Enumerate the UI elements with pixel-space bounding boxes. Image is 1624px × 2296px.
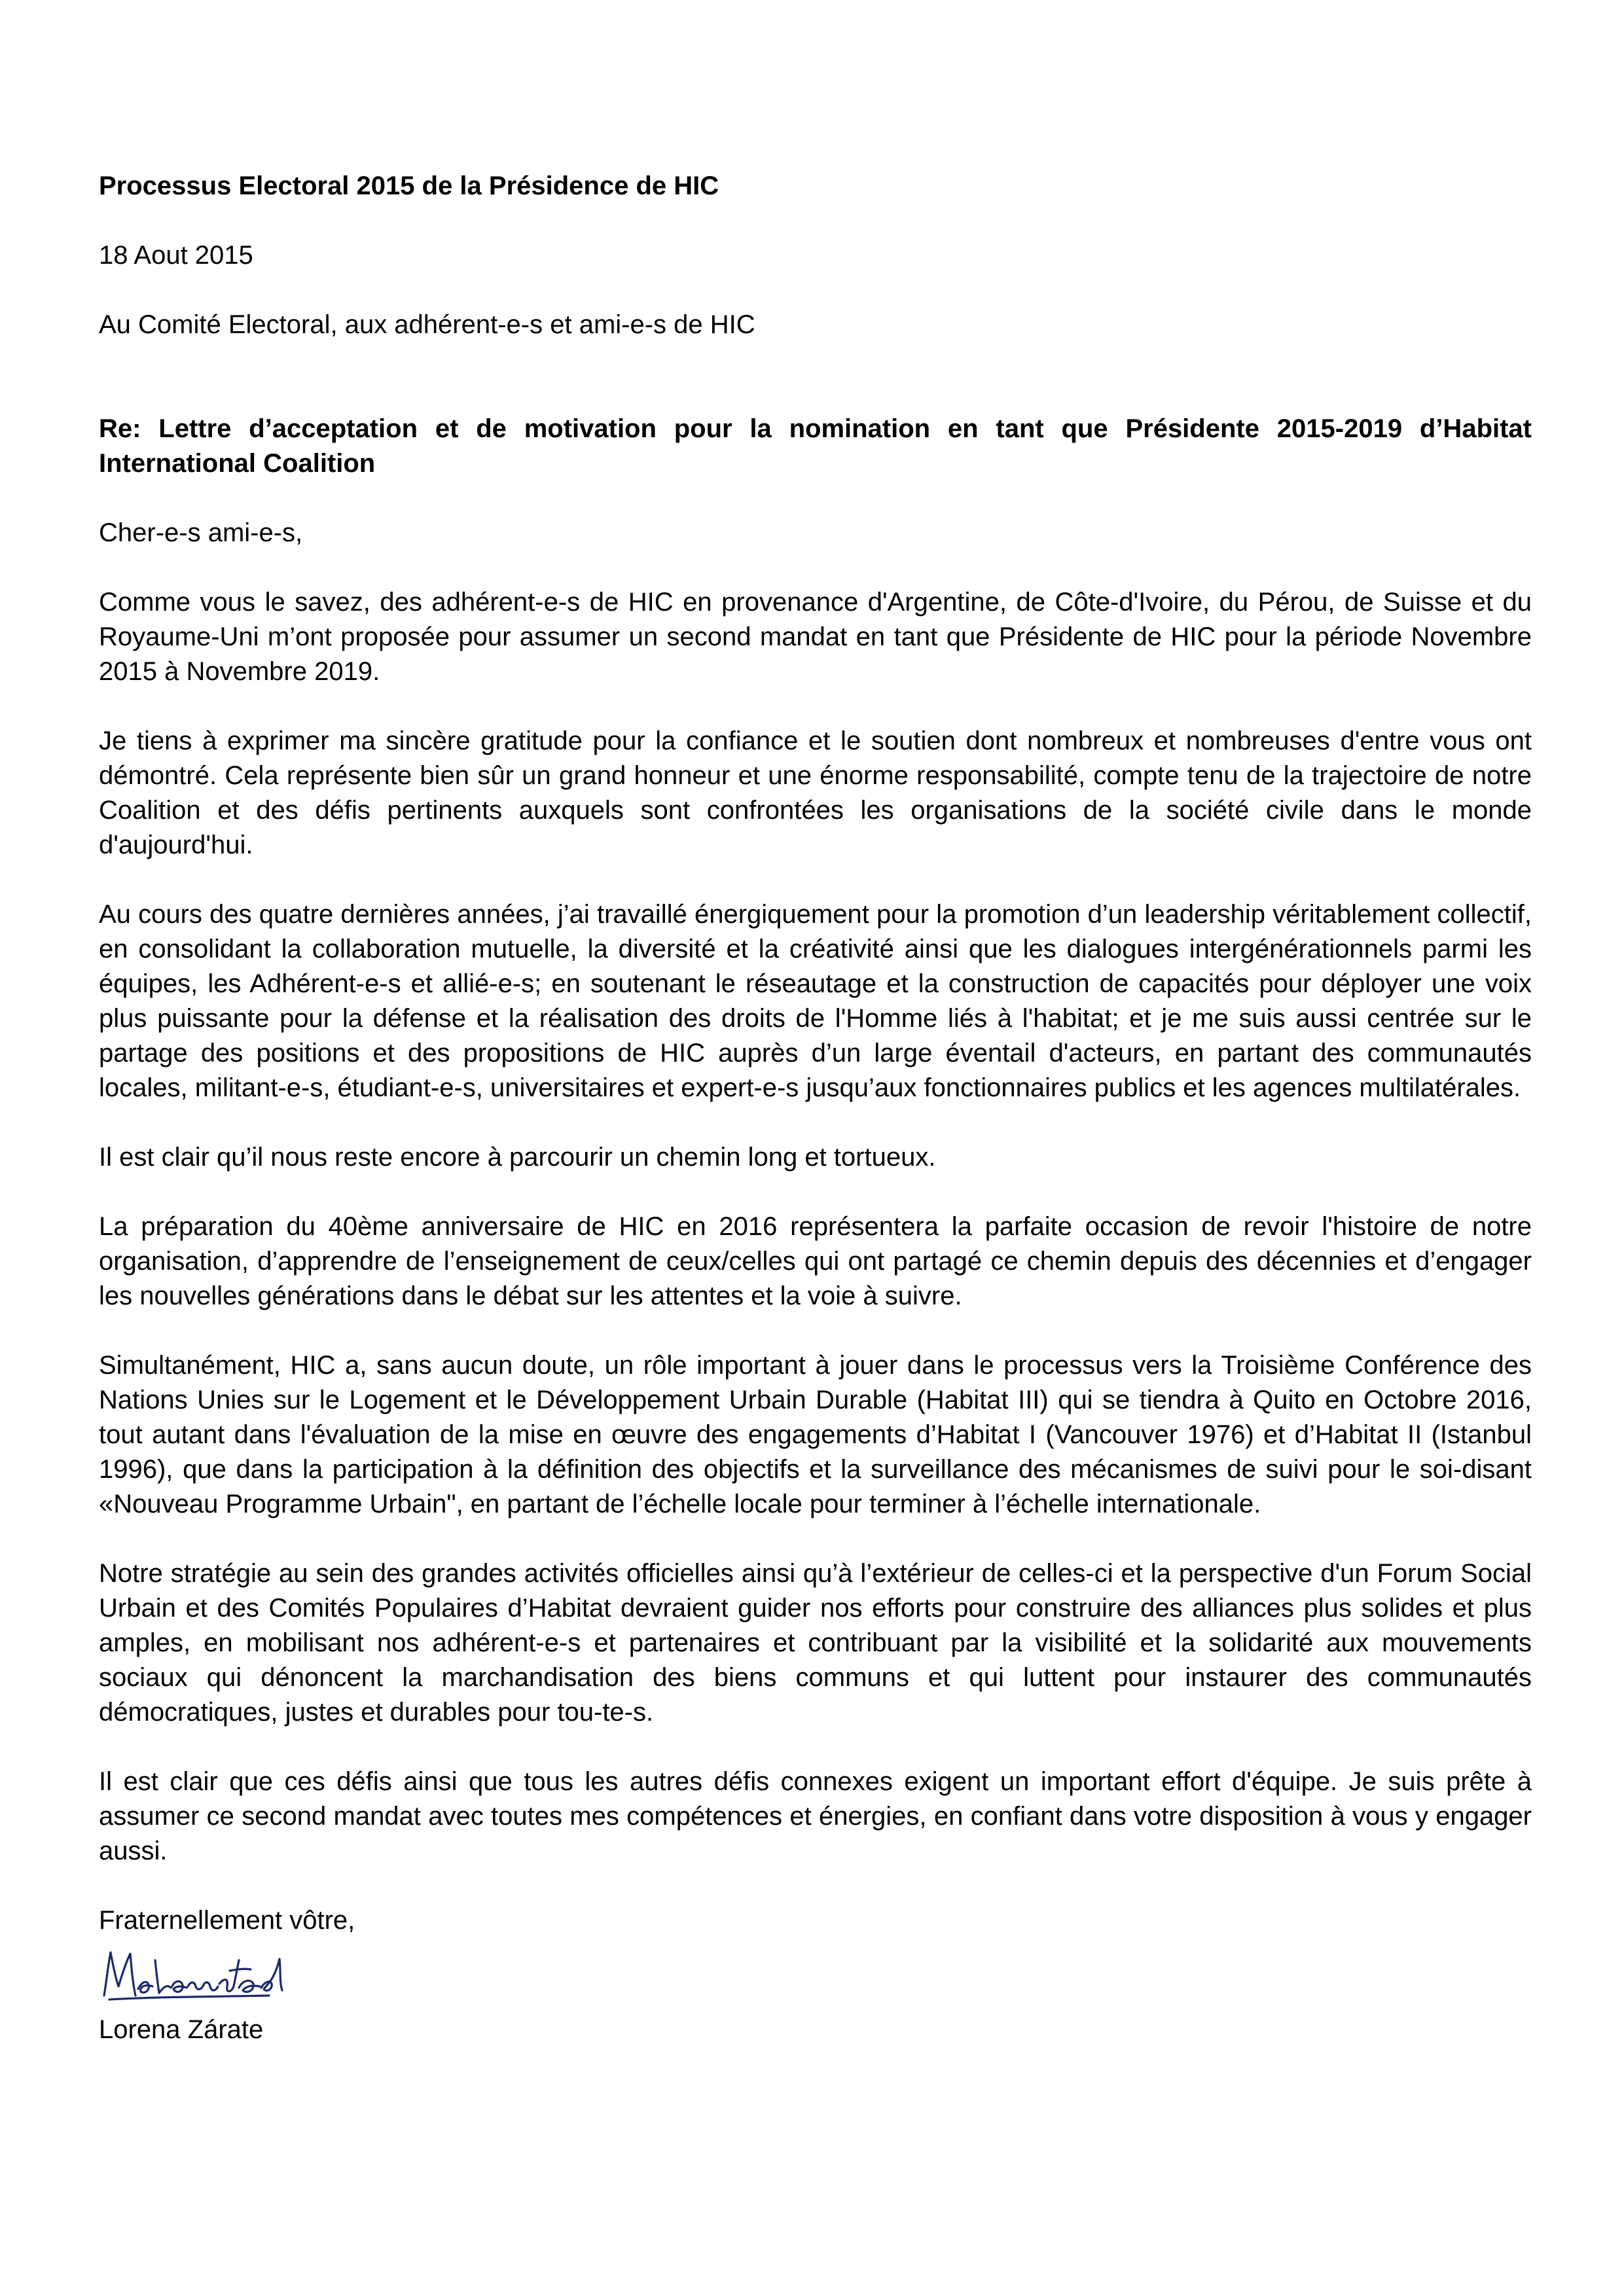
paragraph-anniversary: La préparation du 40ème anniversaire de HIC en 2016 représentera la parfaite occasion de revoir l'histoire de notre organisation, d’apprendre de l’enseignement de ceux/celles qui ont partagé ce chemin depuis des décennies et d’engager les nouvelles générations dans le débat sur les attentes et la voie à suivre.	[99, 1212, 1532, 1310]
paragraph-conclusion: Il est clair que ces défis ainsi que tous les autres défis connexes exigent un important effort d'équipe. Je suis prête à assumer ce second mandat avec toutes mes compétences et énergies, en confiant dans votre disposition à vous y engager aussi.	[99, 1767, 1532, 1865]
paragraph-nomination: Comme vous le savez, des adhérent-e-s de HIC en provenance d'Argentine, de Côte-d'Ivoire, du Pérou, de Suisse et du Royaume-Uni m’ont proposée pour assumer un second mandat en tant que Présidente de HIC pour la période Novembre 2015 à Novembre 2019.	[99, 588, 1532, 686]
letter-title: Processus Electoral 2015 de la Présidence de HIC	[99, 171, 719, 200]
paragraph-past-work: Au cours des quatre dernières années, j’ai travaillé énergiquement pour la promotion d’un leadership véritablement collectif, en consolidant la collaboration mutuelle, la diversité et la créativité ainsi que les dialogues intergénérationnels parmi les équipes, les Adhérent-e-s et allié-e-s; en soutenant le réseautage et la construction de capacités pour déployer une voix plus puissante pour la défense et la réalisation des droits de l'Homme liés à l'habitat; et je me suis aussi centrée sur le partage des positions et des propositions de HIC auprès d’un large éventail d'acteurs, en partant des communautés locales, militant-e-s, étudiant-e-s, universitaires et expert-e-s jusqu’aux fonctionnaires publics et les agences multilatérales.	[99, 900, 1532, 1102]
letter-salutation: Cher-e-s ami-e-s,	[99, 518, 303, 547]
letter-closing: Fraternellement vôtre,	[99, 1906, 355, 1935]
letter-date: 18 Aout 2015	[99, 241, 253, 270]
signatory-name: Lorena Zárate	[99, 2015, 264, 2044]
letter-addressee: Au Comité Electoral, aux adhérent-e-s et ami-e-s de HIC	[99, 310, 755, 339]
signature-icon	[99, 1941, 289, 2013]
paragraph-long-road: Il est clair qu’il nous reste encore à parcourir un chemin long et tortueux.	[99, 1143, 936, 1172]
paragraph-strategy: Notre stratégie au sein des grandes activités officielles ainsi qu’à l’extérieur de celles-ci et la perspective d'un Forum Social Urbain et des Comités Populaires d’Habitat devraient guider nos efforts pour construire des alliances plus solides et plus amples, en mobilisant nos adhérent-e-s et partenaires et contribuant par la visibilité et la solidarité aux mouvements sociaux qui dénoncent la marchandisation des biens communs et qui luttent pour instaurer des communautés démocratiques, justes et durables pour tou-te-s.	[99, 1559, 1532, 1727]
paragraph-gratitude: Je tiens à exprimer ma sincère gratitude pour la confiance et le soutien dont nombreux et nombreuses d'entre vous ont démontré. Cela représente bien sûr un grand honneur et une énorme responsabilité, compte tenu de la trajectoire de notre Coalition et des défis pertinents auxquels sont confrontées les organisations de la société civile dans le monde d'aujourd'hui.	[99, 726, 1532, 859]
paragraph-habitat-iii: Simultanément, HIC a, sans aucun doute, un rôle important à jouer dans le processus vers la Troisième Conférence des Nations Unies sur le Logement et le Développement Urbain Durable (Habitat III) qui se tiendra à Quito en Octobre 2016, tout autant dans l'évaluation de la mise en œuvre des engagements d’Habitat I (Vancouver 1976) et d’Habitat II (Istanbul 1996), que dans la participation à la définition des objectifs et la surveillance des mécanismes de suivi pour le soi-disant «Nouveau Programme Urbain", en partant de l’échelle locale pour terminer à l’échelle internationale.	[99, 1351, 1532, 1518]
letter-body	[99, 169, 1532, 2047]
letter-subject: Re: Lettre d’acceptation et de motivation pour la nomination en tant que Présidente 2015-2019 d’Habitat International Coalition	[99, 414, 1532, 478]
